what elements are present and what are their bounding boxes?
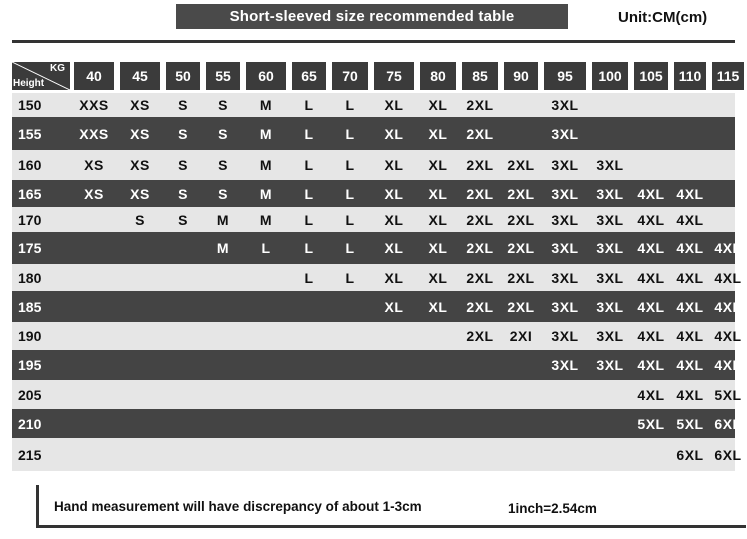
size-cell: XL (384, 298, 404, 315)
table-row (12, 180, 735, 207)
size-cell: 6XL (714, 446, 742, 463)
kg-header-105: 105 (634, 62, 668, 90)
kg-header-95: 95 (544, 62, 586, 90)
size-cell: 4XL (637, 357, 665, 373)
size-cell: XL (428, 97, 448, 113)
height-cell: 170 (18, 211, 42, 228)
table-row (12, 380, 742, 409)
size-cell: 3XL (551, 211, 579, 228)
size-cell: L (345, 125, 355, 142)
kg-header-55: 55 (206, 62, 240, 90)
height-cell: 215 (18, 446, 42, 463)
size-cell: 2XL (507, 211, 535, 228)
size-cell: XS (130, 125, 150, 142)
table-row (12, 117, 735, 150)
size-cell: 4XL (676, 185, 704, 202)
kg-label: KG (50, 63, 65, 74)
kg-header-60: 60 (246, 62, 286, 90)
size-cell: 3XL (596, 157, 624, 173)
size-cell: 4XL (676, 211, 704, 228)
size-cell: XS (130, 185, 150, 202)
size-cell: 3XL (596, 211, 624, 228)
height-cell: 150 (18, 97, 42, 113)
size-cell: 2XL (507, 157, 535, 173)
size-cell: L (345, 97, 355, 113)
size-cell: 2XL (507, 269, 535, 286)
footer-bottom-line (36, 525, 746, 528)
size-cell: M (216, 211, 230, 228)
table-row (12, 150, 735, 180)
table-row (12, 207, 735, 232)
height-cell: 160 (18, 157, 42, 173)
size-cell: 4XL (676, 328, 704, 344)
size-cell: M (259, 157, 273, 173)
size-cell: 6XL (714, 415, 742, 432)
size-cell: L (261, 240, 271, 256)
inch-conversion: 1inch=2.54cm (508, 501, 597, 516)
size-cell: 2XL (466, 211, 494, 228)
size-cell: M (259, 97, 273, 113)
size-cell: XXS (79, 125, 109, 142)
table-row (12, 409, 742, 438)
size-cell: XL (428, 125, 448, 142)
size-cell: 2XI (509, 328, 533, 344)
size-cell: XS (84, 157, 104, 173)
kg-header-115: 115 (712, 62, 744, 90)
size-cell: S (178, 185, 188, 202)
height-cell: 155 (18, 125, 42, 142)
size-cell: 4XL (637, 298, 665, 315)
table-row (12, 264, 742, 291)
unit-label: Unit:CM(cm) (618, 9, 708, 26)
size-cell: 4XL (637, 211, 665, 228)
size-cell: L (304, 125, 314, 142)
height-cell: 180 (18, 269, 42, 286)
size-cell: 4XL (714, 357, 742, 373)
kg-header-row (12, 62, 740, 90)
size-cell: XL (428, 240, 448, 256)
top-rule (12, 40, 735, 43)
size-cell: 3XL (596, 357, 624, 373)
size-cell: 3XL (551, 357, 579, 373)
height-cell: 190 (18, 328, 42, 344)
size-cell: 3XL (551, 269, 579, 286)
size-cell: XL (428, 157, 448, 173)
size-cell: 6XL (676, 446, 704, 463)
kg-header-100: 100 (592, 62, 628, 90)
size-cell: XL (428, 298, 448, 315)
size-cell: L (304, 185, 314, 202)
kg-header-80: 80 (420, 62, 456, 90)
size-cell: 4XL (676, 386, 704, 403)
size-cell: 2XL (466, 298, 494, 315)
kg-header-85: 85 (462, 62, 498, 90)
size-cell: 3XL (551, 185, 579, 202)
size-cell: S (178, 157, 188, 173)
height-cell: 210 (18, 415, 42, 432)
size-cell: XL (384, 211, 404, 228)
size-cell: XL (384, 125, 404, 142)
size-cell: L (304, 240, 314, 256)
size-cell: S (218, 125, 228, 142)
table-row (12, 232, 742, 264)
size-cell: 2XL (466, 97, 494, 113)
size-cell: 2XL (466, 157, 494, 173)
size-cell: L (304, 97, 314, 113)
size-cell: 3XL (596, 298, 624, 315)
size-cell: 3XL (596, 328, 624, 344)
table-row (12, 350, 742, 380)
kg-header-110: 110 (674, 62, 706, 90)
size-cell: 5XL (676, 415, 704, 432)
size-cell: M (216, 240, 230, 256)
size-cell: S (135, 211, 145, 228)
height-cell: 205 (18, 386, 42, 403)
size-cell: XL (384, 269, 404, 286)
size-cell: 2XL (466, 328, 494, 344)
height-cell: 165 (18, 185, 42, 202)
kg-header-70: 70 (332, 62, 368, 90)
size-cell: 4XL (637, 386, 665, 403)
size-cell: L (345, 269, 355, 286)
corner-cell (12, 62, 70, 90)
size-cell: 3XL (551, 328, 579, 344)
kg-header-90: 90 (504, 62, 538, 90)
size-cell: 3XL (551, 125, 579, 142)
size-cell: 4XL (637, 328, 665, 344)
size-cell: XL (384, 157, 404, 173)
size-cell: XL (428, 185, 448, 202)
size-cell: 5XL (714, 386, 742, 403)
size-cell: XXS (79, 97, 109, 113)
size-cell: 3XL (551, 240, 579, 256)
size-cell: XL (428, 211, 448, 228)
size-cell: XS (130, 157, 150, 173)
kg-header-45: 45 (120, 62, 160, 90)
size-cell: 4XL (637, 185, 665, 202)
table-title: Short-sleeved size recommended table (176, 4, 568, 29)
size-cell: 4XL (637, 240, 665, 256)
table-row (12, 291, 742, 322)
size-cell: 4XL (676, 298, 704, 315)
size-cell: XL (384, 97, 404, 113)
size-cell: L (345, 157, 355, 173)
size-cell: S (178, 211, 188, 228)
size-cell: 3XL (551, 298, 579, 315)
size-cell: S (218, 157, 228, 173)
size-cell: 4XL (714, 269, 742, 286)
size-cell: XL (384, 240, 404, 256)
size-cell: 2XL (466, 240, 494, 256)
size-cell: M (259, 211, 273, 228)
size-cell: 4XL (676, 357, 704, 373)
size-cell: 4XL (676, 269, 704, 286)
size-cell: L (304, 211, 314, 228)
table-row (12, 322, 742, 350)
height-cell: 185 (18, 298, 42, 315)
size-cell: 4XL (714, 328, 742, 344)
size-cell: 2XL (466, 125, 494, 142)
size-cell: 3XL (596, 240, 624, 256)
size-cell: 2XL (507, 240, 535, 256)
size-cell: 5XL (637, 415, 665, 432)
size-cell: 2XL (507, 298, 535, 315)
size-cell: L (345, 240, 355, 256)
size-cell: M (259, 125, 273, 142)
kg-header-65: 65 (292, 62, 326, 90)
height-label: Height (13, 78, 45, 89)
table-row (12, 93, 735, 117)
size-cell: XS (84, 185, 104, 202)
size-cell: S (218, 97, 228, 113)
size-cell: 3XL (596, 269, 624, 286)
size-cell: L (304, 157, 314, 173)
size-cell: 4XL (637, 269, 665, 286)
size-cell: 3XL (551, 157, 579, 173)
size-cell: S (178, 97, 188, 113)
size-cell: L (345, 211, 355, 228)
size-cell: 2XL (466, 185, 494, 202)
measurement-note: Hand measurement will have discrepancy of about 1-3cm (54, 499, 422, 514)
size-cell: S (218, 185, 228, 202)
size-cell: 3XL (551, 97, 579, 113)
size-cell: L (304, 269, 314, 286)
size-cell: 4XL (714, 298, 742, 315)
size-cell: XL (428, 269, 448, 286)
footer-left-bar (36, 485, 39, 527)
table-row (12, 438, 742, 471)
size-cell: XS (130, 97, 150, 113)
size-cell: 4XL (676, 240, 704, 256)
size-cell: 3XL (596, 185, 624, 202)
kg-header-75: 75 (374, 62, 414, 90)
kg-header-40: 40 (74, 62, 114, 90)
size-cell: S (178, 125, 188, 142)
size-cell: 2XL (466, 269, 494, 286)
height-cell: 195 (18, 357, 42, 373)
size-cell: L (345, 185, 355, 202)
size-cell: XL (384, 185, 404, 202)
height-cell: 175 (18, 240, 42, 256)
size-cell: 4XL (714, 240, 742, 256)
kg-header-50: 50 (166, 62, 200, 90)
size-cell: M (259, 185, 273, 202)
size-cell: 2XL (507, 185, 535, 202)
